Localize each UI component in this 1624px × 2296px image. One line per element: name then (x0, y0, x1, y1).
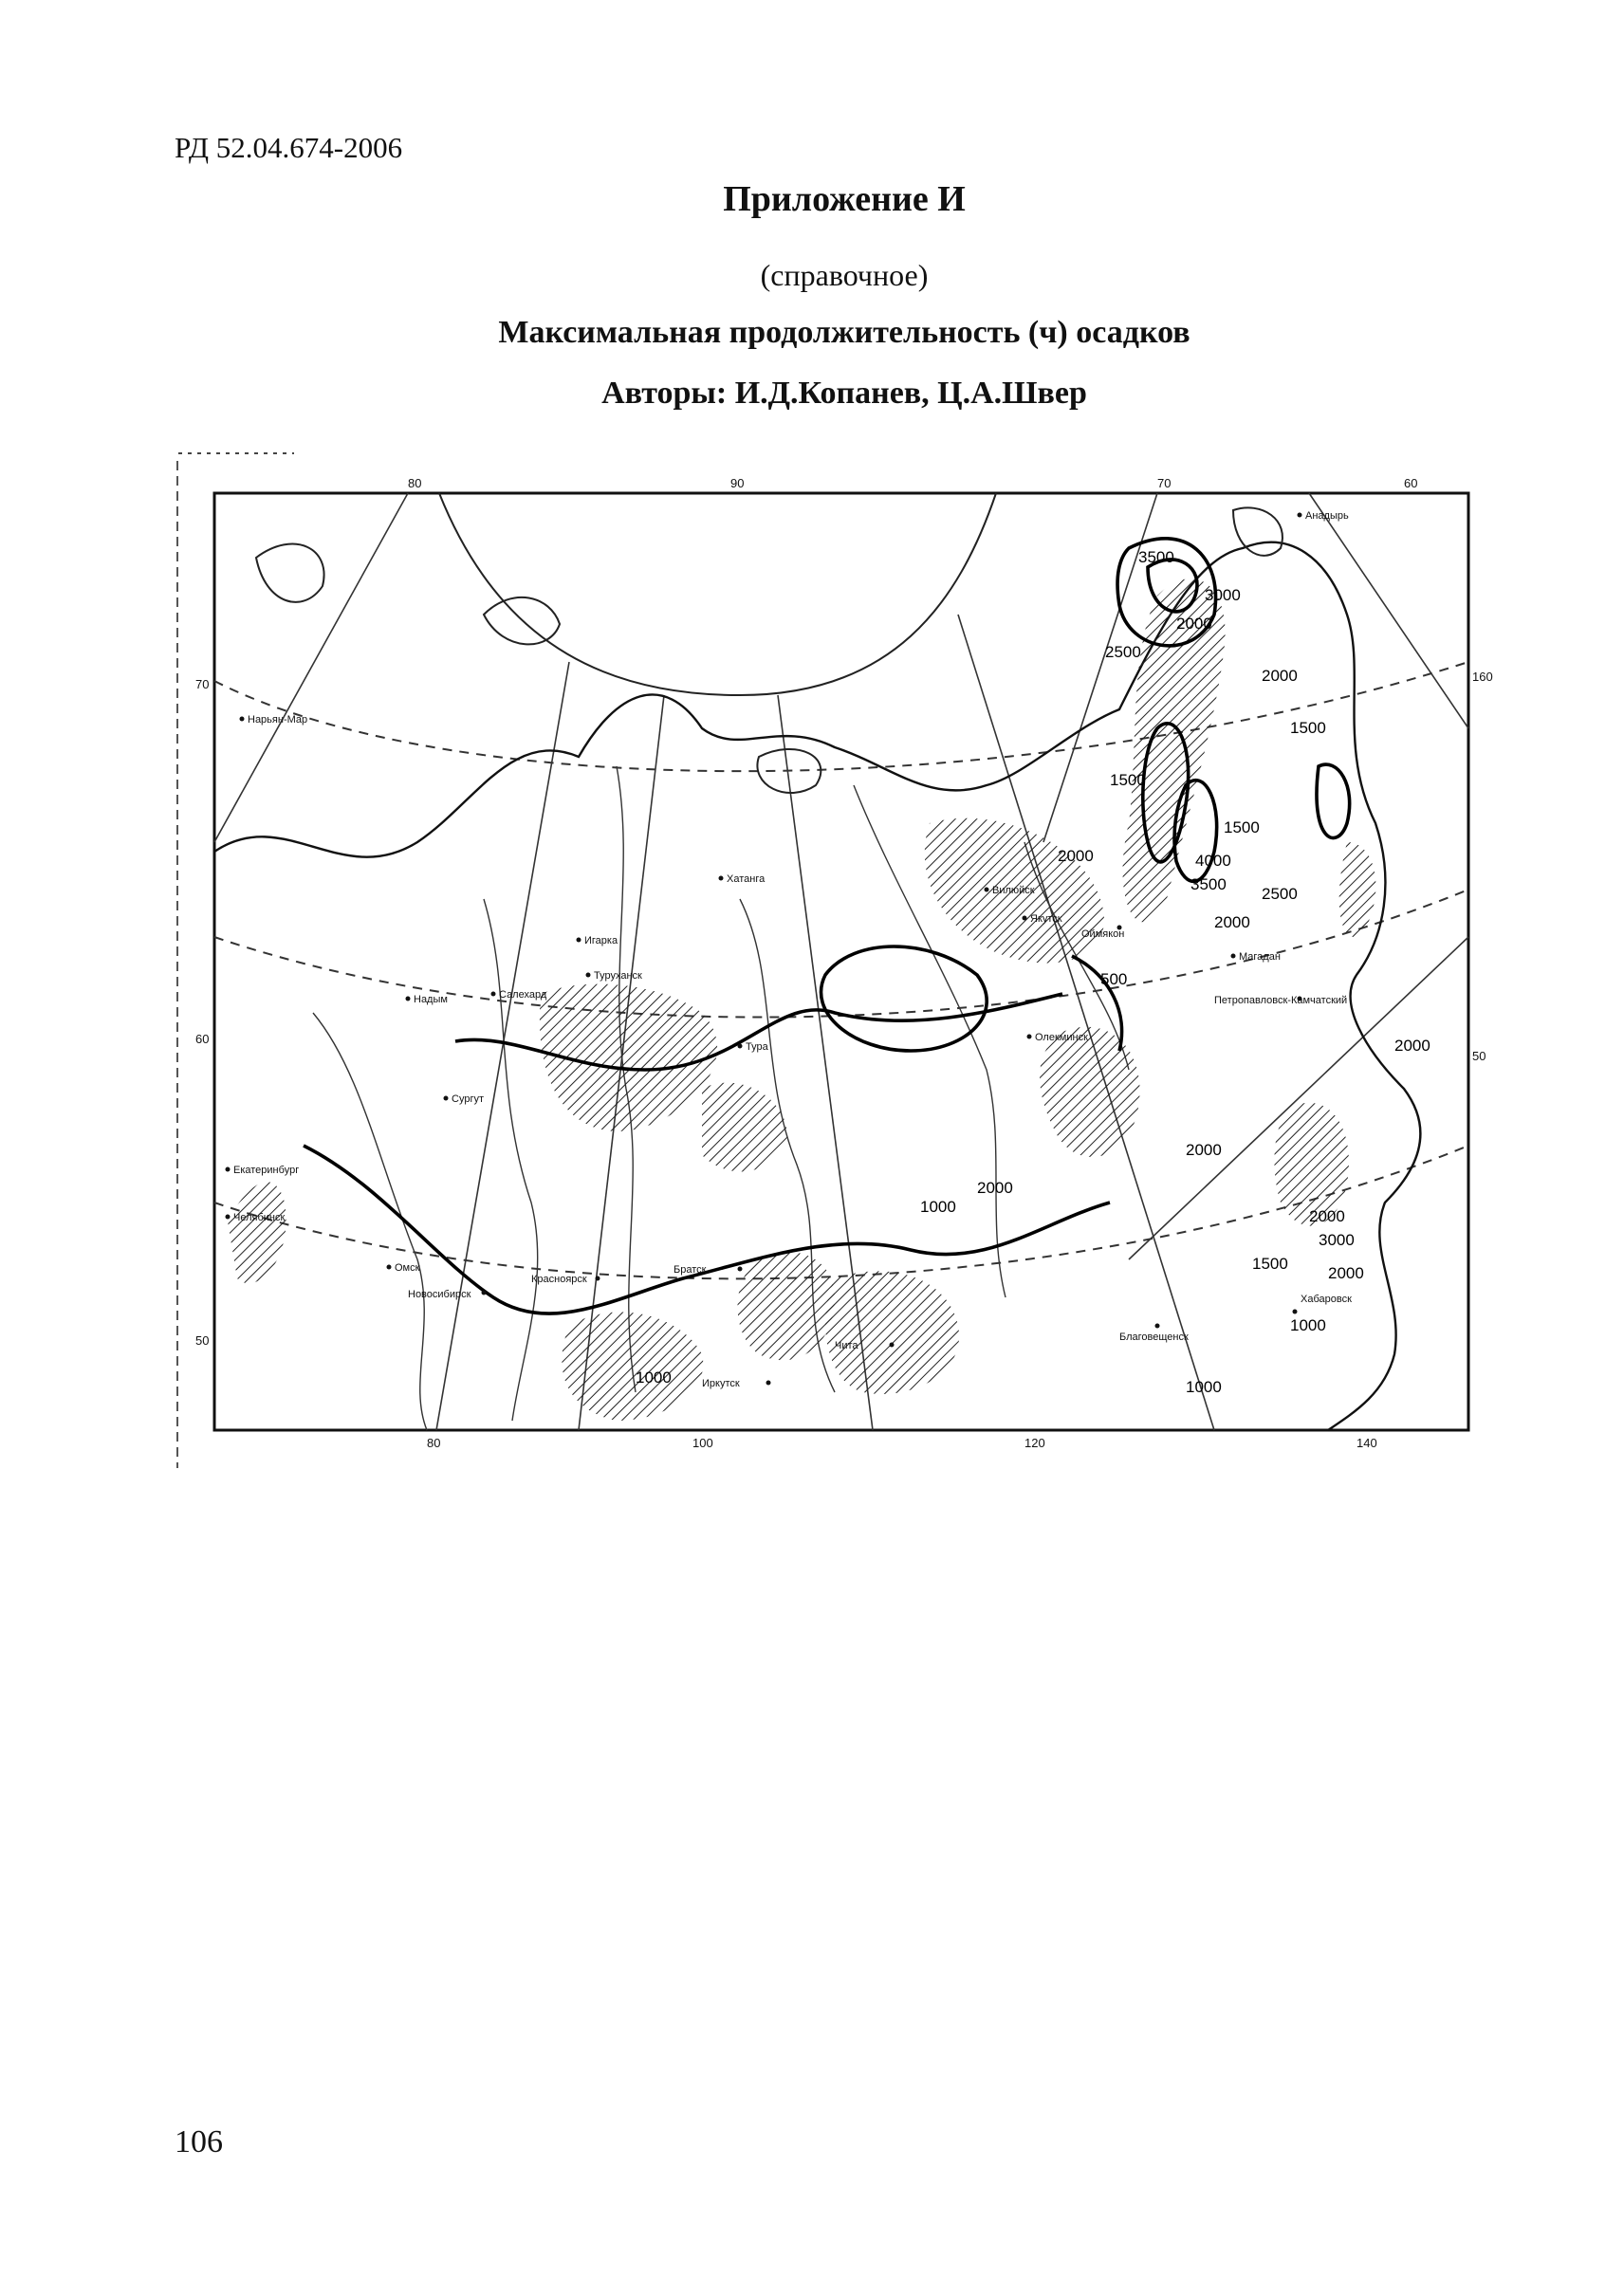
contour-label: 2500 (1105, 643, 1141, 661)
precipitation-duration-map (171, 444, 1499, 1468)
contour-label: 3500 (1138, 548, 1174, 566)
contour-label: 4000 (1195, 852, 1231, 870)
contour-label: 2000 (1214, 913, 1250, 931)
city-marker (738, 1044, 743, 1049)
city-marker (1027, 1035, 1032, 1039)
contour-label: 2000 (1394, 1037, 1430, 1055)
top-tick: 80 (408, 476, 422, 490)
page-number: 106 (175, 2124, 223, 2159)
document-code: РД 52.04.674-2006 (175, 131, 403, 164)
city-label: Вилюйск (992, 885, 1035, 896)
city-label: Новосибирск (408, 1289, 471, 1300)
bottom-tick: 100 (692, 1436, 713, 1450)
city-label: Иркутск (702, 1378, 740, 1389)
map-authors: Авторы: И.Д.Копанев, Ц.А.Швер (601, 376, 1087, 411)
city-label: Олекминск (1035, 1032, 1088, 1043)
city-marker (491, 992, 496, 997)
city-label: Анадырь (1305, 510, 1349, 522)
city-marker (738, 1267, 743, 1272)
contour-label: 1500 (1252, 1255, 1288, 1273)
contour-label: 500 (1100, 970, 1128, 988)
city-marker (586, 973, 591, 978)
city-label: Тура (746, 1041, 768, 1053)
map-title: Максимальная продолжительность (ч) осадков (498, 315, 1190, 350)
city-label: Омск (395, 1262, 420, 1274)
city-label: Красноярск (531, 1274, 587, 1285)
city-label: Игарка (584, 935, 618, 946)
bottom-tick: 120 (1024, 1436, 1045, 1450)
city-label: Якутск (1030, 913, 1062, 925)
contour-label: 2000 (1058, 847, 1094, 865)
appendix-title: Приложение И (723, 179, 966, 219)
city-label: Нарьян-Мар (248, 714, 308, 726)
bottom-tick: 140 (1356, 1436, 1377, 1450)
contour-label: 2500 (1262, 885, 1298, 903)
city-label: Магадан (1239, 951, 1281, 963)
left-tick: 50 (195, 1333, 210, 1348)
city-marker (719, 876, 724, 881)
contour-label: 1000 (1186, 1378, 1222, 1396)
contour-label: 2000 (1309, 1207, 1345, 1225)
city-marker (1231, 954, 1236, 959)
contour-label: 3500 (1190, 875, 1227, 893)
city-marker (1293, 1310, 1298, 1314)
contour-label: 1000 (636, 1368, 672, 1387)
bottom-tick: 80 (427, 1436, 441, 1450)
city-label: Чита (835, 1340, 858, 1351)
city-marker (890, 1343, 895, 1348)
contour-label: 1500 (1290, 719, 1326, 737)
left-tick: 60 (195, 1032, 210, 1046)
city-marker (406, 997, 411, 1001)
city-marker (444, 1096, 449, 1101)
city-marker (985, 888, 989, 892)
right-tick: 50 (1472, 1049, 1486, 1063)
city-marker (226, 1167, 231, 1172)
city-label: Петропавловск-Камчатский (1214, 995, 1348, 1006)
top-tick: 60 (1404, 476, 1418, 490)
city-label: Братск (674, 1264, 707, 1276)
contour-label: 1000 (1290, 1316, 1326, 1334)
city-label: Екатеринбург (233, 1165, 300, 1176)
contour-label: 1500 (1224, 818, 1260, 836)
city-marker (387, 1265, 392, 1270)
city-marker (240, 717, 245, 722)
city-marker (766, 1381, 771, 1386)
top-tick: 90 (730, 476, 745, 490)
left-tick: 70 (195, 677, 210, 691)
city-label: Туруханск (594, 970, 642, 982)
contour-label: 1500 (1110, 771, 1146, 789)
appendix-note: (справочное) (760, 258, 929, 292)
city-marker (596, 1277, 600, 1281)
contour-label: 2000 (1328, 1264, 1364, 1282)
city-label: Салехард (499, 989, 547, 1001)
contour-label: 2000 (1176, 615, 1212, 633)
map-figure (171, 444, 1499, 1468)
contour-label: 3000 (1205, 586, 1241, 604)
city-marker (1023, 916, 1027, 921)
contour-label: 2000 (977, 1179, 1013, 1197)
right-tick: 160 (1472, 670, 1493, 684)
city-label: Оймякон (1081, 928, 1125, 940)
city-label: Хатанга (727, 873, 766, 885)
contour-label: 3000 (1319, 1231, 1355, 1249)
city-label: Сургут (452, 1093, 484, 1105)
city-label: Хабаровск (1301, 1294, 1352, 1305)
city-marker (226, 1215, 231, 1220)
top-tick: 70 (1157, 476, 1172, 490)
city-marker (482, 1291, 487, 1295)
city-label: Челябинск (233, 1212, 286, 1223)
contour-label: 1000 (920, 1198, 956, 1216)
contour-label: 2000 (1262, 667, 1298, 685)
city-marker (1155, 1324, 1160, 1329)
city-label: Благовещенск (1119, 1332, 1189, 1343)
city-marker (1298, 513, 1302, 518)
city-marker (577, 938, 581, 943)
contour-label: 2000 (1186, 1141, 1222, 1159)
city-label: Надым (414, 994, 448, 1005)
